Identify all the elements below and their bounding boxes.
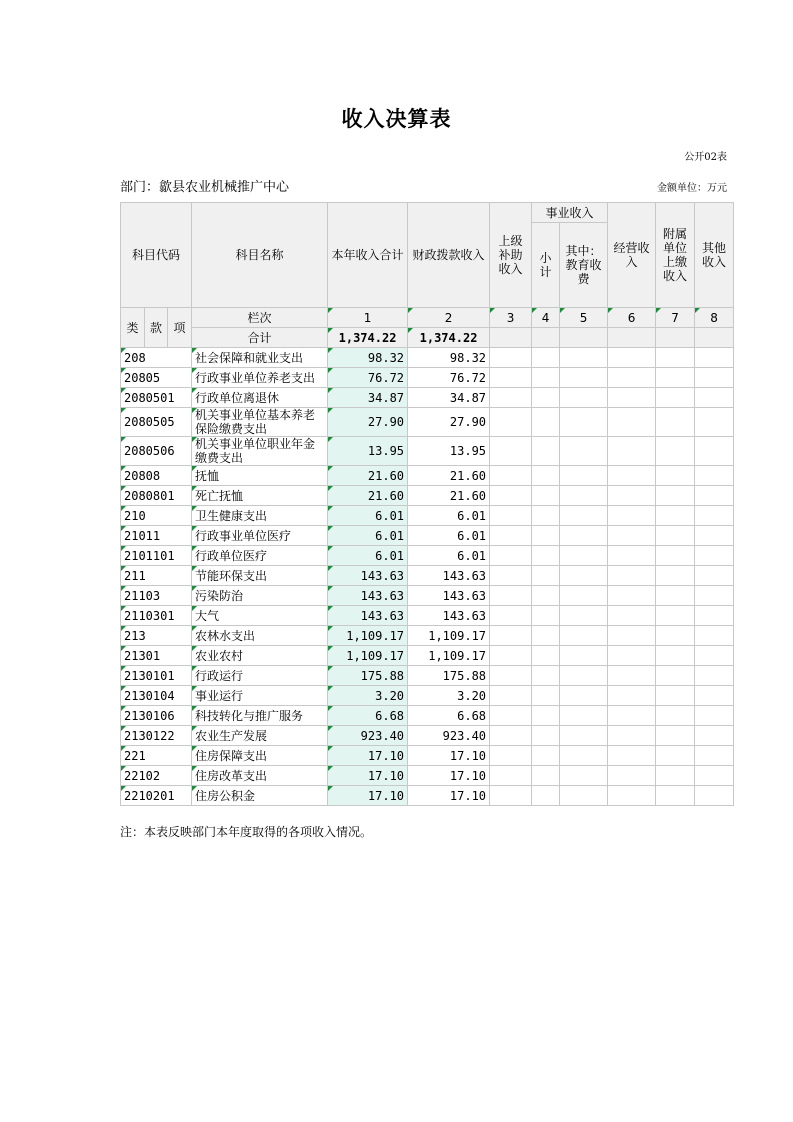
row-fiscal-cell: 923.40 <box>408 726 490 746</box>
row-fiscal-cell: 76.72 <box>408 368 490 388</box>
row-name-cell: 农林水支出 <box>192 626 328 646</box>
empty-cell <box>560 388 608 408</box>
table-row <box>121 566 734 586</box>
row-code-cell: 2130106 <box>121 706 192 726</box>
row-code-cell: 213 <box>121 626 192 646</box>
row-total-cell: 6.68 <box>328 706 408 726</box>
empty-cell <box>608 766 656 786</box>
row-code-cell: 22102 <box>121 766 192 786</box>
empty-cell <box>656 666 695 686</box>
row-code-cell: 221 <box>121 746 192 766</box>
empty-cell <box>532 546 560 566</box>
empty-cell <box>560 486 608 506</box>
empty-cell <box>608 368 656 388</box>
empty-cell <box>560 686 608 706</box>
row-fiscal-cell: 3.20 <box>408 686 490 706</box>
empty-cell <box>532 786 560 806</box>
row-code-cell: 21103 <box>121 586 192 606</box>
row-name-cell: 大气 <box>192 606 328 626</box>
header-other: 其他收入 <box>695 203 734 308</box>
empty-cell <box>608 746 656 766</box>
header-code: 科目代码 <box>121 203 192 308</box>
form-number: 公开02表 <box>684 152 727 163</box>
row-total-cell: 6.01 <box>328 506 408 526</box>
empty-cell <box>560 506 608 526</box>
empty-cell <box>490 506 532 526</box>
header-education: 其中：教育收费 <box>560 223 608 308</box>
empty-cell <box>656 706 695 726</box>
empty-cell <box>608 586 656 606</box>
empty-cell <box>490 348 532 368</box>
empty-cell <box>656 466 695 486</box>
row-fiscal-cell: 6.01 <box>408 546 490 566</box>
empty-cell <box>695 566 734 586</box>
empty-cell <box>560 408 608 437</box>
empty-cell <box>560 466 608 486</box>
table-row <box>121 466 734 486</box>
table-row <box>121 646 734 666</box>
row-code-cell: 21011 <box>121 526 192 546</box>
empty-cell <box>532 368 560 388</box>
table-row <box>121 408 734 437</box>
row-total-cell: 1,109.17 <box>328 646 408 666</box>
table-row <box>121 686 734 706</box>
row-name-cell: 社会保障和就业支出 <box>192 348 328 368</box>
row-total-cell: 6.01 <box>328 526 408 546</box>
empty-cell <box>656 766 695 786</box>
empty-cell <box>560 348 608 368</box>
table-row <box>121 786 734 806</box>
empty-cell <box>695 388 734 408</box>
row-name-cell: 行政单位医疗 <box>192 546 328 566</box>
table-row <box>121 486 734 506</box>
empty-cell <box>490 546 532 566</box>
empty-cell <box>532 486 560 506</box>
empty-cell <box>532 466 560 486</box>
empty-cell <box>560 786 608 806</box>
empty-cell <box>695 486 734 506</box>
row-total-cell: 98.32 <box>328 348 408 368</box>
empty-cell <box>695 328 734 348</box>
table-row <box>121 546 734 566</box>
row-total-cell: 17.10 <box>328 786 408 806</box>
page-title: 收入决算表 <box>341 106 452 131</box>
empty-cell <box>490 526 532 546</box>
empty-cell <box>560 437 608 466</box>
empty-cell <box>490 586 532 606</box>
empty-cell <box>656 506 695 526</box>
empty-cell <box>490 746 532 766</box>
row-code-cell: 210 <box>121 506 192 526</box>
amount-unit-label: 金额单位：万元 <box>657 183 727 194</box>
empty-cell <box>490 486 532 506</box>
table-row <box>121 606 734 626</box>
row-total-cell: 34.87 <box>328 388 408 408</box>
table-row <box>121 706 734 726</box>
row-code-cell: 2110301 <box>121 606 192 626</box>
empty-cell <box>695 626 734 646</box>
row-fiscal-cell: 21.60 <box>408 486 490 506</box>
empty-cell <box>695 526 734 546</box>
empty-cell <box>608 726 656 746</box>
empty-cell <box>656 726 695 746</box>
empty-cell <box>532 626 560 646</box>
empty-cell <box>490 646 532 666</box>
row-fiscal-cell: 6.68 <box>408 706 490 726</box>
row-fiscal-cell: 27.90 <box>408 408 490 437</box>
row-code-cell: 2130122 <box>121 726 192 746</box>
empty-cell <box>532 706 560 726</box>
header-lei: 类 <box>121 308 145 348</box>
col-num-1: 1 <box>328 308 408 328</box>
header-name: 科目名称 <box>192 203 328 308</box>
income-table <box>120 202 734 806</box>
row-total-cell: 17.10 <box>328 766 408 786</box>
empty-cell <box>532 328 560 348</box>
empty-cell <box>608 388 656 408</box>
row-name-cell: 住房改革支出 <box>192 766 328 786</box>
empty-cell <box>656 408 695 437</box>
empty-cell <box>560 586 608 606</box>
row-code-cell: 20808 <box>121 466 192 486</box>
empty-cell <box>695 746 734 766</box>
empty-cell <box>490 388 532 408</box>
empty-cell <box>608 606 656 626</box>
empty-cell <box>532 586 560 606</box>
row-code-cell: 2130104 <box>121 686 192 706</box>
row-total-cell: 13.95 <box>328 437 408 466</box>
row-total-cell: 6.01 <box>328 546 408 566</box>
row-fiscal-cell: 143.63 <box>408 606 490 626</box>
col-num-7: 7 <box>656 308 695 328</box>
header-operating: 经营收入 <box>608 203 656 308</box>
empty-cell <box>656 786 695 806</box>
empty-cell <box>656 606 695 626</box>
row-name-cell: 行政事业单位医疗 <box>192 526 328 546</box>
row-name-cell: 行政单位离退休 <box>192 388 328 408</box>
empty-cell <box>656 437 695 466</box>
empty-cell <box>490 328 532 348</box>
row-fiscal-cell: 1,109.17 <box>408 646 490 666</box>
empty-cell <box>695 606 734 626</box>
table-row <box>121 766 734 786</box>
empty-cell <box>608 786 656 806</box>
empty-cell <box>695 408 734 437</box>
table-note: 注：本表反映部门本年度取得的各项收入情况。 <box>120 825 373 839</box>
row-total-cell: 1,109.17 <box>328 626 408 646</box>
row-fiscal-cell: 143.63 <box>408 566 490 586</box>
row-total-cell: 175.88 <box>328 666 408 686</box>
empty-cell <box>490 766 532 786</box>
row-name-cell: 住房保障支出 <box>192 746 328 766</box>
row-code-cell: 2080505 <box>121 408 192 437</box>
empty-cell <box>608 686 656 706</box>
fiscal-sum-cell: 1,374.22 <box>408 328 490 348</box>
empty-cell <box>560 746 608 766</box>
empty-cell <box>608 437 656 466</box>
header-total: 本年收入合计 <box>328 203 408 308</box>
table-row <box>121 666 734 686</box>
header-business-group: 事业收入 <box>532 203 608 223</box>
empty-cell <box>560 706 608 726</box>
row-total-cell: 21.60 <box>328 486 408 506</box>
empty-cell <box>695 766 734 786</box>
empty-cell <box>532 437 560 466</box>
empty-cell <box>532 746 560 766</box>
row-total-cell: 76.72 <box>328 368 408 388</box>
empty-cell <box>695 646 734 666</box>
table-row <box>121 726 734 746</box>
empty-cell <box>695 466 734 486</box>
empty-cell <box>608 328 656 348</box>
empty-cell <box>560 328 608 348</box>
row-name-cell: 节能环保支出 <box>192 566 328 586</box>
empty-cell <box>695 586 734 606</box>
empty-cell <box>695 437 734 466</box>
empty-cell <box>490 706 532 726</box>
empty-cell <box>532 388 560 408</box>
header-lanci: 栏次 <box>192 308 328 328</box>
row-total-cell: 143.63 <box>328 606 408 626</box>
row-fiscal-cell: 13.95 <box>408 437 490 466</box>
col-num-6: 6 <box>608 308 656 328</box>
empty-cell <box>532 606 560 626</box>
col-num-2: 2 <box>408 308 490 328</box>
row-code-cell: 2101101 <box>121 546 192 566</box>
table-row <box>121 348 734 368</box>
empty-cell <box>490 606 532 626</box>
empty-cell <box>656 486 695 506</box>
row-total-cell: 17.10 <box>328 746 408 766</box>
empty-cell <box>695 368 734 388</box>
empty-cell <box>608 486 656 506</box>
table-row <box>121 526 734 546</box>
row-total-cell: 3.20 <box>328 686 408 706</box>
row-name-cell: 行政事业单位养老支出 <box>192 368 328 388</box>
table-row <box>121 586 734 606</box>
department-label: 部门：歙县农业机械推广中心 <box>120 180 290 195</box>
empty-cell <box>532 506 560 526</box>
empty-cell <box>560 526 608 546</box>
row-name-cell: 行政运行 <box>192 666 328 686</box>
empty-cell <box>560 546 608 566</box>
empty-cell <box>560 368 608 388</box>
empty-cell <box>490 566 532 586</box>
empty-cell <box>490 368 532 388</box>
empty-cell <box>695 686 734 706</box>
empty-cell <box>560 626 608 646</box>
row-total-cell: 143.63 <box>328 566 408 586</box>
table-row <box>121 626 734 646</box>
col-num-4: 4 <box>532 308 560 328</box>
row-fiscal-cell: 21.60 <box>408 466 490 486</box>
empty-cell <box>608 466 656 486</box>
empty-cell <box>695 726 734 746</box>
empty-cell <box>490 726 532 746</box>
row-name-cell: 科技转化与推广服务 <box>192 706 328 726</box>
row-code-cell: 21301 <box>121 646 192 666</box>
row-fiscal-cell: 98.32 <box>408 348 490 368</box>
empty-cell <box>656 368 695 388</box>
empty-cell <box>532 408 560 437</box>
row-name-cell: 农业生产发展 <box>192 726 328 746</box>
empty-cell <box>695 706 734 726</box>
empty-cell <box>656 686 695 706</box>
empty-cell <box>695 546 734 566</box>
empty-cell <box>656 328 695 348</box>
empty-cell <box>490 408 532 437</box>
row-total-cell: 143.63 <box>328 586 408 606</box>
row-name-cell: 卫生健康支出 <box>192 506 328 526</box>
empty-cell <box>560 666 608 686</box>
empty-cell <box>532 666 560 686</box>
col-num-3: 3 <box>490 308 532 328</box>
empty-cell <box>608 646 656 666</box>
row-code-cell: 2080801 <box>121 486 192 506</box>
empty-cell <box>532 726 560 746</box>
empty-cell <box>560 566 608 586</box>
empty-cell <box>608 626 656 646</box>
row-fiscal-cell: 17.10 <box>408 766 490 786</box>
row-fiscal-cell: 6.01 <box>408 526 490 546</box>
empty-cell <box>490 437 532 466</box>
table-row <box>121 506 734 526</box>
row-code-cell: 2210201 <box>121 786 192 806</box>
empty-cell <box>532 566 560 586</box>
empty-cell <box>532 686 560 706</box>
row-name-cell: 事业运行 <box>192 686 328 706</box>
row-total-cell: 923.40 <box>328 726 408 746</box>
row-fiscal-cell: 34.87 <box>408 388 490 408</box>
empty-cell <box>656 546 695 566</box>
empty-cell <box>656 348 695 368</box>
row-code-cell: 2080501 <box>121 388 192 408</box>
row-fiscal-cell: 17.10 <box>408 746 490 766</box>
table-row <box>121 388 734 408</box>
empty-cell <box>695 348 734 368</box>
row-total-cell: 27.90 <box>328 408 408 437</box>
empty-cell <box>490 626 532 646</box>
row-code-cell: 211 <box>121 566 192 586</box>
row-fiscal-cell: 143.63 <box>408 586 490 606</box>
header-affiliated: 附属单位上缴收入 <box>656 203 695 308</box>
empty-cell <box>532 646 560 666</box>
empty-cell <box>608 506 656 526</box>
empty-cell <box>560 606 608 626</box>
empty-cell <box>656 626 695 646</box>
row-fiscal-cell: 6.01 <box>408 506 490 526</box>
empty-cell <box>490 786 532 806</box>
col-num-8: 8 <box>695 308 734 328</box>
header-heji: 合计 <box>192 328 328 348</box>
empty-cell <box>560 766 608 786</box>
empty-cell <box>532 766 560 786</box>
empty-cell <box>560 646 608 666</box>
header-superior: 上级补助收入 <box>490 203 532 308</box>
row-total-cell: 21.60 <box>328 466 408 486</box>
row-name-cell: 农业农村 <box>192 646 328 666</box>
empty-cell <box>656 388 695 408</box>
empty-cell <box>560 726 608 746</box>
empty-cell <box>608 706 656 726</box>
row-name-cell: 机关事业单位基本养老保险缴费支出 <box>192 408 328 437</box>
header-xiang: 项 <box>168 308 192 348</box>
empty-cell <box>490 686 532 706</box>
row-fiscal-cell: 17.10 <box>408 786 490 806</box>
row-name-cell: 污染防治 <box>192 586 328 606</box>
row-fiscal-cell: 175.88 <box>408 666 490 686</box>
header-kuan: 款 <box>145 308 168 348</box>
table-row <box>121 368 734 388</box>
row-name-cell: 住房公积金 <box>192 786 328 806</box>
header-subtotal: 小计 <box>532 223 560 308</box>
empty-cell <box>532 348 560 368</box>
row-code-cell: 20805 <box>121 368 192 388</box>
col-num-5: 5 <box>560 308 608 328</box>
empty-cell <box>490 466 532 486</box>
empty-cell <box>656 566 695 586</box>
empty-cell <box>608 546 656 566</box>
row-name-cell: 机关事业单位职业年金缴费支出 <box>192 437 328 466</box>
empty-cell <box>608 348 656 368</box>
empty-cell <box>608 408 656 437</box>
total-sum-cell: 1,374.22 <box>328 328 408 348</box>
empty-cell <box>695 506 734 526</box>
row-code-cell: 208 <box>121 348 192 368</box>
row-name-cell: 抚恤 <box>192 466 328 486</box>
empty-cell <box>656 526 695 546</box>
table-row <box>121 437 734 466</box>
empty-cell <box>608 566 656 586</box>
empty-cell <box>656 746 695 766</box>
table-row <box>121 746 734 766</box>
empty-cell <box>532 526 560 546</box>
header-fiscal: 财政拨款收入 <box>408 203 490 308</box>
row-fiscal-cell: 1,109.17 <box>408 626 490 646</box>
empty-cell <box>656 646 695 666</box>
empty-cell <box>608 666 656 686</box>
row-name-cell: 死亡抚恤 <box>192 486 328 506</box>
row-code-cell: 2080506 <box>121 437 192 466</box>
empty-cell <box>608 526 656 546</box>
empty-cell <box>656 586 695 606</box>
empty-cell <box>490 666 532 686</box>
row-code-cell: 2130101 <box>121 666 192 686</box>
empty-cell <box>695 666 734 686</box>
empty-cell <box>695 786 734 806</box>
